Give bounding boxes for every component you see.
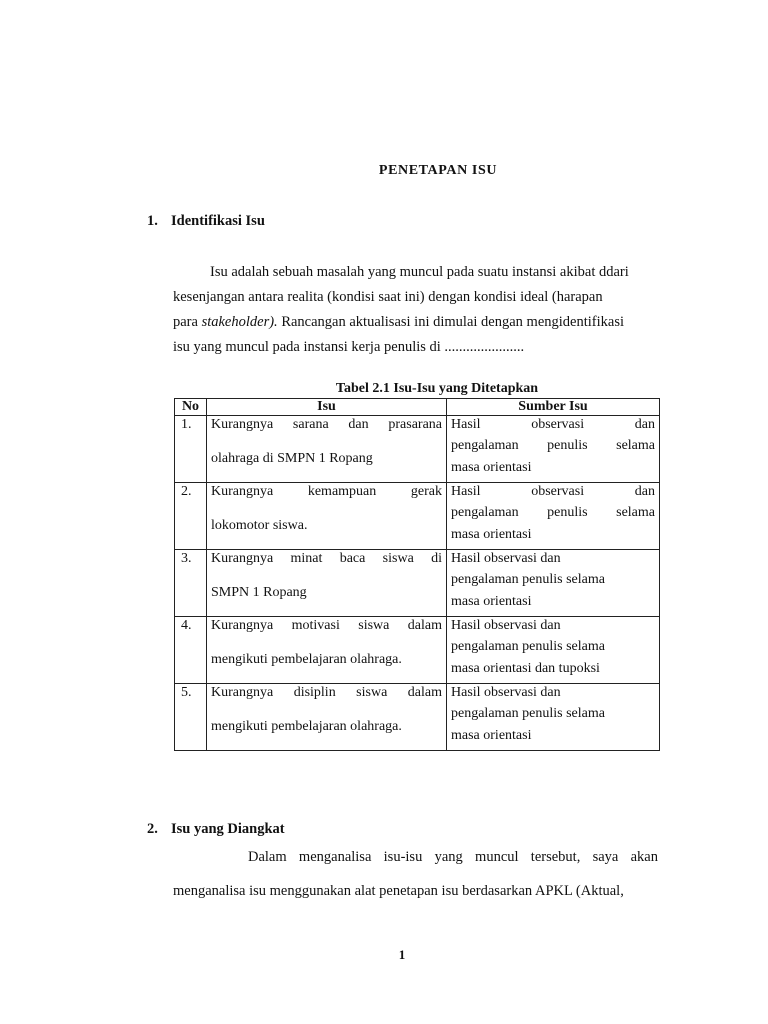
page-number: 1 <box>398 947 406 962</box>
source-text: masa orientasi <box>451 460 532 475</box>
source-text: Hasil observasi dan <box>451 685 561 700</box>
source-text: masa orientasi <box>451 527 532 542</box>
table-caption: Tabel 2.1 Isu-Isu yang Ditetapkan <box>335 381 539 396</box>
paragraph-line: menganalisa isu menggunakan alat penetapan isu berdasarkan APKL (Aktual, <box>173 883 624 899</box>
source-text: Hasil observasi dan <box>451 618 561 633</box>
source-cell <box>447 550 660 617</box>
row-number: 3. <box>175 550 207 617</box>
source-text: masa orientasi dan tupoksi <box>451 661 600 676</box>
issue-cell <box>207 483 447 550</box>
row-number: 2. <box>175 483 207 550</box>
source-cell <box>447 684 660 751</box>
source-text: masa orientasi <box>451 728 532 743</box>
paragraph-line: isu yang muncul pada instansi kerja penulis di ...................... <box>173 339 525 355</box>
source-text: Hasil observasi dan <box>451 417 655 432</box>
page-title: PENETAPAN ISU <box>378 163 498 178</box>
source-text: pengalaman penulis selama <box>451 639 605 654</box>
issue-text: mengikuti pembelajaran olahraga. <box>211 719 402 734</box>
source-text: Hasil observasi dan <box>451 551 561 566</box>
section-1-number: 1. <box>147 213 158 229</box>
text-run: para <box>173 314 202 330</box>
paragraph-line: Isu adalah sebuah masalah yang muncul pada suatu instansi akibat ddari <box>210 264 629 280</box>
source-text: Hasil observasi dan <box>451 484 655 499</box>
header-isu: Isu <box>207 399 447 416</box>
section-2-number: 2. <box>147 821 158 837</box>
source-text: pengalaman penulis selama <box>451 706 605 721</box>
issue-cell <box>207 617 447 684</box>
paragraph-line: Dalam menganalisa isu-isu yang muncul tersebut, saya akan <box>248 849 658 865</box>
text-run: Rancangan aktualisasi ini dimulai dengan mengidentifikasi <box>277 314 624 330</box>
row-number: 1. <box>175 416 207 483</box>
issue-text: SMPN 1 Ropang <box>211 585 307 600</box>
table-header-row <box>175 399 660 416</box>
paragraph-line: kesenjangan antara realita (kondisi saat ini) dengan kondisi ideal (harapan <box>173 289 603 305</box>
source-text: pengalaman penulis selama <box>451 572 605 587</box>
source-text: masa orientasi <box>451 594 532 609</box>
source-text: pengalaman penulis selama <box>451 438 655 453</box>
issues-table <box>174 398 660 751</box>
section-2-heading: Isu yang Diangkat <box>171 821 285 837</box>
issue-text: lokomotor siswa. <box>211 518 308 533</box>
issue-text: Kurangnya minat baca siswa di <box>211 551 442 566</box>
issue-text: Kurangnya sarana dan prasarana <box>211 417 442 432</box>
source-text: pengalaman penulis selama <box>451 505 655 520</box>
paragraph-line <box>173 310 624 335</box>
issue-text: Kurangnya disiplin siswa dalam <box>211 685 442 700</box>
row-number: 5. <box>175 684 207 751</box>
header-sumber: Sumber Isu <box>447 399 660 416</box>
table-row <box>175 483 660 550</box>
issue-text: Kurangnya kemampuan gerak <box>211 484 442 499</box>
issue-text: mengikuti pembelajaran olahraga. <box>211 652 402 667</box>
table-row <box>175 684 660 751</box>
issue-cell <box>207 550 447 617</box>
source-cell <box>447 483 660 550</box>
source-cell <box>447 617 660 684</box>
table-row <box>175 617 660 684</box>
header-no: No <box>175 399 207 416</box>
row-number: 4. <box>175 617 207 684</box>
table-row <box>175 550 660 617</box>
issue-text: Kurangnya motivasi siswa dalam <box>211 618 442 633</box>
issue-cell <box>207 416 447 483</box>
section-1-heading: Identifikasi Isu <box>171 213 265 229</box>
source-cell <box>447 416 660 483</box>
table-row <box>175 416 660 483</box>
italic-text: stakeholder). <box>201 314 278 330</box>
issue-cell <box>207 684 447 751</box>
issue-text: olahraga di SMPN 1 Ropang <box>211 451 373 466</box>
